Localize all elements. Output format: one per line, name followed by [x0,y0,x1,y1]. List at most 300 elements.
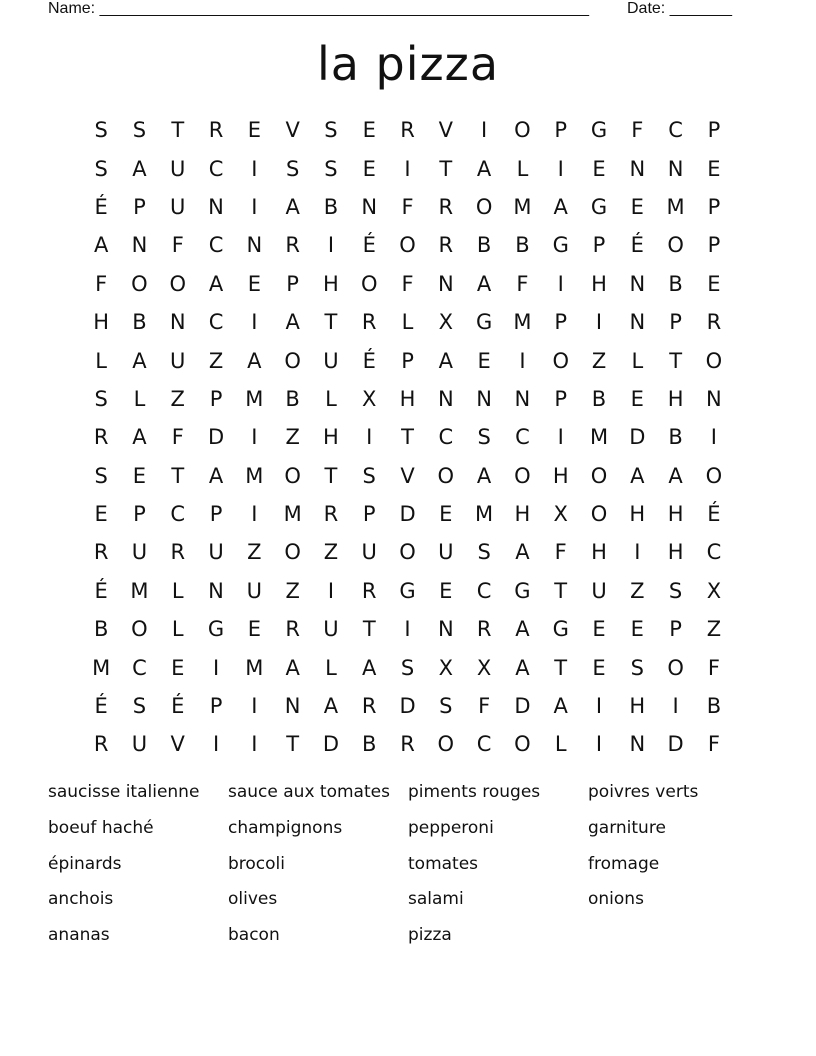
grid-letter[interactable]: I [251,156,258,181]
grid-letter[interactable]: A [285,655,300,680]
grid-letter[interactable]: P [362,502,376,527]
grid-letter[interactable]: Z [323,540,339,565]
grid-letter[interactable]: E [247,118,261,143]
grid-letter[interactable]: H [93,310,110,335]
grid-letter[interactable]: É [630,233,644,258]
grid-letter[interactable]: S [94,118,108,143]
grid-letter[interactable]: N [514,386,531,411]
grid-letter[interactable]: I [251,694,258,719]
word-list-item: brocoli [228,853,286,874]
grid-letter[interactable]: U [323,617,339,642]
word-list-item: pepperoni [408,817,494,838]
grid-letter[interactable]: N [706,386,722,411]
grid-letter[interactable]: R [93,425,109,450]
grid-letter[interactable]: G [399,578,416,603]
grid-letter[interactable]: O [514,732,531,757]
grid-letter[interactable]: N [629,271,646,296]
grid-letter[interactable]: F [401,194,414,219]
grid-letter[interactable]: B [93,617,109,642]
grid-letter[interactable]: É [94,694,108,719]
grid-letter[interactable]: N [284,694,301,719]
grid-letter[interactable]: C [515,425,530,450]
grid-letter[interactable]: T [171,118,185,143]
grid-letter[interactable]: N [246,233,263,258]
grid-letter[interactable]: C [208,233,224,258]
grid-letter[interactable]: M [245,386,264,411]
grid-letter[interactable]: A [515,540,530,565]
grid-letter[interactable]: H [667,386,684,411]
grid-letter[interactable]: D [667,732,684,757]
grid-letter[interactable]: F [516,271,529,296]
grid-letter[interactable]: X [553,502,568,527]
grid-letter[interactable]: X [706,578,722,603]
grid-letter[interactable]: S [324,156,338,181]
grid-letter[interactable]: U [438,540,454,565]
grid-letter[interactable]: E [171,655,185,680]
grid-letter[interactable]: B [362,732,377,757]
grid-letter[interactable]: H [552,463,569,488]
grid-letter[interactable]: U [246,578,263,603]
grid-letter[interactable]: I [595,694,603,719]
grid-letter[interactable]: A [668,463,683,488]
grid-letter[interactable]: E [707,271,721,296]
grid-letter[interactable]: M [245,655,264,680]
grid-letter[interactable]: S [132,118,147,143]
grid-letter[interactable]: U [131,540,148,565]
grid-letter[interactable]: Z [170,386,185,411]
grid-letter[interactable]: I [672,694,679,719]
grid-letter[interactable]: S [477,540,491,565]
grid-letter[interactable]: R [400,118,415,143]
grid-letter[interactable]: L [554,732,567,757]
grid-letter[interactable]: S [132,694,147,719]
grid-letter[interactable]: I [327,233,335,258]
grid-letter[interactable]: A [362,655,377,680]
grid-letter[interactable]: Z [247,540,262,565]
grid-letter[interactable]: C [476,578,492,603]
grid-letter[interactable]: E [132,463,147,488]
grid-letter[interactable]: O [284,348,301,373]
grid-letter[interactable]: É [94,194,108,219]
date-field[interactable]: Date: _______ [627,0,732,17]
grid-letter[interactable]: O [667,233,684,258]
grid-letter[interactable]: M [475,502,494,527]
grid-letter[interactable]: N [629,732,646,757]
grid-letter[interactable]: I [710,425,717,450]
grid-letter[interactable]: P [401,348,414,373]
grid-letter[interactable]: B [706,694,722,719]
grid-letter[interactable]: G [590,194,608,219]
grid-letter[interactable]: L [516,156,529,181]
grid-letter[interactable]: H [323,425,339,450]
grid-letter[interactable]: O [705,463,723,488]
grid-letter[interactable]: O [514,463,531,488]
grid-letter[interactable]: M [513,310,532,335]
grid-letter[interactable]: A [208,271,224,296]
grid-letter[interactable]: T [324,463,338,488]
grid-letter[interactable]: É [362,348,376,373]
grid-letter[interactable]: I [251,732,258,757]
grid-letter[interactable]: P [554,310,568,335]
grid-letter[interactable]: O [437,463,455,488]
grid-letter[interactable]: N [208,578,224,603]
grid-letter[interactable]: A [553,194,568,219]
grid-letter[interactable]: V [438,118,453,143]
grid-letter[interactable]: B [668,271,683,296]
grid-letter[interactable]: I [634,540,641,565]
grid-letter[interactable]: P [209,386,223,411]
grid-letter[interactable]: H [514,502,531,527]
grid-letter[interactable]: T [439,156,453,181]
grid-letter[interactable]: I [557,425,564,450]
grid-letter[interactable]: U [131,732,148,757]
grid-letter[interactable]: R [438,194,454,219]
grid-letter[interactable]: O [590,463,608,488]
grid-letter[interactable]: F [171,425,184,450]
grid-letter[interactable]: F [95,271,108,296]
grid-letter[interactable]: L [171,578,184,603]
grid-letter[interactable]: O [399,540,416,565]
grid-letter[interactable]: A [132,348,147,373]
grid-letter[interactable]: H [591,271,607,296]
grid-letter[interactable]: B [591,386,607,411]
grid-letter[interactable]: U [591,578,607,603]
grid-letter[interactable]: R [285,233,300,258]
grid-letter[interactable]: R [361,694,377,719]
grid-letter[interactable]: A [285,310,300,335]
grid-letter[interactable]: N [629,156,646,181]
grid-letter[interactable]: L [401,310,414,335]
grid-letter[interactable]: N [208,194,224,219]
grid-letter[interactable]: M [513,194,532,219]
grid-letter[interactable]: T [171,463,185,488]
grid-letter[interactable]: I [251,425,258,450]
grid-letter[interactable]: C [170,502,186,527]
grid-letter[interactable]: O [284,540,301,565]
grid-letter[interactable]: X [362,386,377,411]
grid-letter[interactable]: U [323,348,339,373]
word-list-item: sauce aux tomates [228,782,390,802]
grid-letter[interactable]: M [245,463,264,488]
grid-letter[interactable]: I [404,617,411,642]
grid-letter[interactable]: A [553,694,568,719]
grid-letter[interactable]: V [400,463,415,488]
grid-letter[interactable]: H [591,540,607,565]
grid-letter[interactable]: I [519,348,526,373]
grid-letter[interactable]: F [631,118,644,143]
name-field[interactable]: Name: _______________________________________________________ [48,0,589,17]
grid-letter[interactable]: Z [285,578,300,603]
grid-letter[interactable]: S [668,578,683,603]
grid-letter[interactable]: E [630,617,644,642]
word-list-item: champignons [228,817,343,838]
grid-letter[interactable]: T [362,617,376,642]
grid-letter[interactable]: O [437,732,455,757]
grid-letter[interactable]: N [629,310,646,335]
grid-letter[interactable]: O [131,617,148,642]
grid-letter[interactable]: O [667,655,684,680]
grid-letter[interactable]: O [705,348,723,373]
grid-letter[interactable]: S [477,425,491,450]
grid-letter[interactable]: O [475,194,493,219]
grid-letter[interactable]: E [707,156,721,181]
grid-letter[interactable]: I [366,425,373,450]
grid-letter[interactable]: N [476,386,492,411]
grid-letter[interactable]: R [93,732,109,757]
grid-letter[interactable]: M [92,655,111,680]
grid-letter[interactable]: D [399,502,416,527]
grid-letter[interactable]: P [286,271,299,296]
grid-letter[interactable]: L [95,348,107,373]
grid-letter[interactable]: Z [706,617,722,642]
grid-letter[interactable]: R [208,118,224,143]
grid-letter[interactable]: O [360,271,378,296]
grid-letter[interactable]: P [707,233,721,258]
grid-letter[interactable]: Z [285,425,300,450]
grid-letter[interactable]: O [552,348,569,373]
grid-letter[interactable]: I [404,156,411,181]
grid-letter[interactable]: A [323,694,339,719]
grid-letter[interactable]: O [169,271,186,296]
grid-letter[interactable]: A [93,233,109,258]
word-list-item: poivres verts [588,782,699,802]
grid-letter[interactable]: S [94,156,108,181]
grid-letter[interactable]: N [169,310,186,335]
grid-letter[interactable]: H [323,271,339,296]
grid-letter[interactable]: U [361,540,377,565]
grid-letter[interactable]: E [439,502,453,527]
grid-letter[interactable]: Z [591,348,607,373]
grid-letter[interactable]: É [707,502,721,527]
grid-letter[interactable]: R [323,502,339,527]
grid-letter[interactable]: S [94,386,108,411]
grid-letter[interactable]: N [437,386,454,411]
grid-letter[interactable]: O [590,502,608,527]
grid-letter[interactable]: P [669,310,682,335]
grid-letter[interactable]: O [399,233,416,258]
grid-letter[interactable]: É [362,233,376,258]
word-list-item: tomates [408,853,479,874]
grid-letter[interactable]: L [631,348,644,373]
grid-letter[interactable]: R [438,233,454,258]
grid-letter[interactable]: L [325,655,337,680]
grid-letter[interactable]: P [707,194,721,219]
grid-letter[interactable]: G [207,617,225,642]
grid-letter[interactable]: D [399,694,416,719]
grid-letter[interactable]: F [707,732,720,757]
grid-letter[interactable]: A [132,156,147,181]
grid-letter[interactable]: I [251,194,258,219]
grid-letter[interactable]: E [247,271,261,296]
grid-letter[interactable]: D [514,694,531,719]
grid-letter[interactable]: P [707,118,721,143]
grid-letter[interactable]: P [669,617,682,642]
grid-letter[interactable]: E [477,348,491,373]
grid-letter[interactable]: N [437,271,454,296]
grid-letter[interactable]: I [212,732,220,757]
grid-letter[interactable]: O [514,118,531,143]
grid-letter[interactable]: V [285,118,300,143]
grid-letter[interactable]: A [476,156,492,181]
grid-letter[interactable]: G [552,617,569,642]
grid-letter[interactable]: I [595,732,603,757]
grid-letter[interactable]: A [208,463,224,488]
grid-letter[interactable]: É [171,694,185,719]
grid-letter[interactable]: H [629,502,646,527]
grid-letter[interactable]: S [94,463,108,488]
grid-letter[interactable]: H [629,694,646,719]
grid-letter[interactable]: M [283,502,302,527]
grid-letter[interactable]: S [324,118,338,143]
grid-letter[interactable]: H [399,386,416,411]
grid-letter[interactable]: T [401,425,414,450]
grid-letter[interactable]: R [361,578,377,603]
grid-letter[interactable]: R [93,540,109,565]
grid-letter[interactable]: R [170,540,186,565]
grid-letter[interactable]: R [285,617,300,642]
grid-letter[interactable]: B [132,310,147,335]
grid-letter[interactable]: E [94,502,108,527]
grid-letter[interactable]: E [439,578,453,603]
grid-letter[interactable]: X [476,655,492,680]
grid-letter[interactable]: A [630,463,645,488]
grid-letter[interactable]: P [592,233,606,258]
grid-letter[interactable]: C [668,118,683,143]
grid-letter[interactable]: H [667,502,684,527]
grid-letter[interactable]: P [209,694,223,719]
grid-letter[interactable]: G [475,310,493,335]
grid-letter[interactable]: C [208,310,224,335]
grid-letter[interactable]: T [554,578,568,603]
grid-letter[interactable]: E [362,118,376,143]
grid-letter[interactable]: N [361,194,378,219]
grid-letter[interactable]: L [171,617,184,642]
grid-letter[interactable]: A [515,655,530,680]
grid-letter[interactable]: A [476,463,492,488]
grid-letter[interactable]: F [707,655,720,680]
grid-letter[interactable]: C [208,156,224,181]
grid-letter[interactable]: A [247,348,262,373]
word-list-item: bacon [228,925,280,946]
grid-letter[interactable]: E [592,655,606,680]
grid-letter[interactable]: F [554,540,567,565]
grid-letter[interactable]: B [515,233,530,258]
grid-letter[interactable]: N [131,233,148,258]
grid-letter[interactable]: I [212,655,220,680]
grid-letter[interactable]: I [595,310,603,335]
grid-letter[interactable]: X [438,310,454,335]
grid-letter[interactable]: Z [630,578,645,603]
grid-letter[interactable]: Z [208,348,224,373]
grid-letter[interactable]: P [133,502,146,527]
grid-letter[interactable]: U [170,156,186,181]
grid-letter[interactable]: D [322,732,340,757]
grid-letter[interactable]: D [207,425,225,450]
grid-letter[interactable]: I [327,578,335,603]
grid-letter[interactable]: R [361,310,377,335]
grid-letter[interactable]: E [247,617,261,642]
grid-letter[interactable]: U [170,194,186,219]
grid-letter[interactable]: D [629,425,646,450]
word-list-item: épinards [48,853,122,874]
grid-letter[interactable]: O [131,271,148,296]
grid-letter[interactable]: T [554,655,568,680]
grid-letter[interactable]: E [592,156,606,181]
grid-letter[interactable]: L [325,386,337,411]
grid-letter[interactable]: G [590,118,608,143]
grid-letter[interactable]: M [666,194,685,219]
grid-letter[interactable]: P [554,118,568,143]
grid-letter[interactable]: B [668,425,683,450]
grid-letter[interactable]: H [667,540,684,565]
grid-letter[interactable]: M [130,578,149,603]
grid-letter[interactable]: F [401,271,414,296]
grid-letter[interactable]: R [400,732,415,757]
grid-letter[interactable]: G [514,578,531,603]
grid-letter[interactable]: R [706,310,722,335]
grid-letter[interactable]: S [439,694,453,719]
grid-letter[interactable]: S [362,463,376,488]
grid-letter[interactable]: B [285,386,300,411]
grid-letter[interactable]: B [476,233,492,258]
grid-letter[interactable]: P [209,502,223,527]
grid-letter[interactable]: V [170,732,185,757]
grid-letter[interactable]: B [323,194,339,219]
grid-letter[interactable]: U [208,540,224,565]
grid-letter[interactable]: M [589,425,609,450]
grid-letter[interactable]: A [438,348,453,373]
grid-letter[interactable]: X [438,655,454,680]
grid-letter[interactable]: T [669,348,683,373]
grid-letter[interactable]: C [132,655,147,680]
grid-letter[interactable]: A [132,425,147,450]
grid-letter[interactable]: I [251,502,258,527]
grid-letter[interactable]: L [133,386,146,411]
grid-letter[interactable]: F [478,694,491,719]
grid-letter[interactable]: A [476,271,492,296]
grid-letter[interactable]: A [515,617,530,642]
grid-letter[interactable]: P [554,386,568,411]
grid-letter[interactable]: R [476,617,492,642]
grid-letter[interactable]: É [94,578,108,603]
grid-letter[interactable]: C [706,540,722,565]
grid-letter[interactable]: E [592,617,606,642]
grid-letter[interactable]: E [630,194,644,219]
grid-letter[interactable]: U [170,348,186,373]
grid-letter[interactable]: I [557,156,564,181]
grid-letter[interactable]: E [362,156,376,181]
grid-letter[interactable]: S [630,655,644,680]
grid-letter[interactable]: T [286,732,300,757]
grid-letter[interactable]: G [552,233,569,258]
grid-letter[interactable]: C [438,425,454,450]
grid-letter[interactable]: E [630,386,644,411]
grid-letter[interactable]: A [285,194,300,219]
grid-letter[interactable]: I [557,271,564,296]
word-list-item: olives [228,889,278,910]
grid-letter[interactable]: I [481,118,488,143]
grid-letter[interactable]: P [133,194,146,219]
grid-letter[interactable]: F [171,233,184,258]
grid-letter[interactable]: I [251,310,258,335]
grid-letter[interactable]: N [667,156,684,181]
grid-letter[interactable]: S [400,655,415,680]
grid-letter[interactable]: C [476,732,492,757]
grid-letter[interactable]: N [437,617,454,642]
grid-letter[interactable]: O [284,463,301,488]
grid-letter[interactable]: T [324,310,338,335]
grid-letter[interactable]: S [285,156,300,181]
